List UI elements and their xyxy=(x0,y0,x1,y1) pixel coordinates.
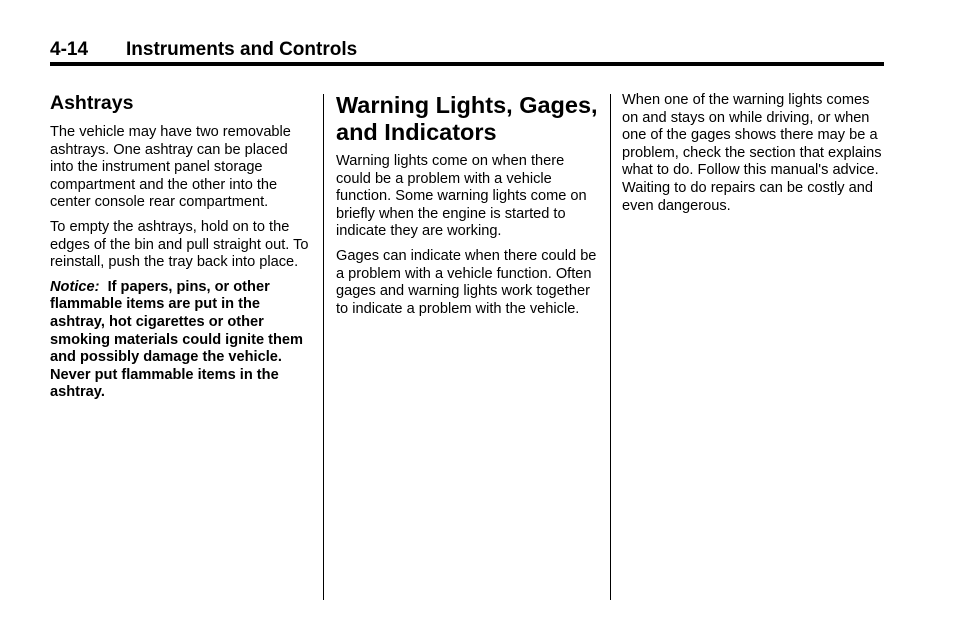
ashtrays-notice xyxy=(50,279,314,402)
column-divider-2 xyxy=(610,94,611,600)
notice-label: Notice: xyxy=(50,278,100,295)
header-rule xyxy=(50,62,884,66)
warning-lights-paragraph-1: Warning lights come on when there could be a problem with a vehicle function. Some warning lights come on briefly when the engine is started to indicate they are working. xyxy=(336,153,587,240)
column-warning-lights xyxy=(336,92,600,325)
continuation-paragraph-1: When one of the warning lights comes on and stays on while driving, or when one of the gages shows there may be a problem, check the section that explains what to do. Follow this manual's advice. Waiting to do repairs can be costly and even dangerous. xyxy=(622,92,882,214)
notice-text: If papers, pins, or other flammable items are put in the ashtray, hot cigarettes or other smoking materials could ignite them and possibly damage the vehicle. Never put flammable items in the ashtray. xyxy=(50,278,304,401)
page-number: 4-14 xyxy=(50,39,89,60)
ashtrays-paragraph-2: To empty the ashtrays, hold on to the edges of the bin and pull straight out. To reinstall, push the tray back into place. xyxy=(50,218,309,271)
section-title: Instruments and Controls xyxy=(126,39,358,60)
column-ashtrays xyxy=(50,92,314,409)
warning-lights-paragraph-2: Gages can indicate when there could be a problem with a vehicle function. Often gages and warning lights work together to indicate a problem with the vehicle. xyxy=(336,247,597,317)
column-continuation xyxy=(622,92,886,222)
page-header xyxy=(50,38,884,62)
column-divider-1 xyxy=(323,94,324,600)
warning-lights-heading: Warning Lights, Gages, and Indicators xyxy=(336,92,598,145)
ashtrays-paragraph-1: The vehicle may have two removable ashtrays. One ashtray can be placed into the instrument panel storage compartment and the other into the center console rear compartment. xyxy=(50,124,291,211)
ashtrays-heading: Ashtrays xyxy=(50,92,134,114)
